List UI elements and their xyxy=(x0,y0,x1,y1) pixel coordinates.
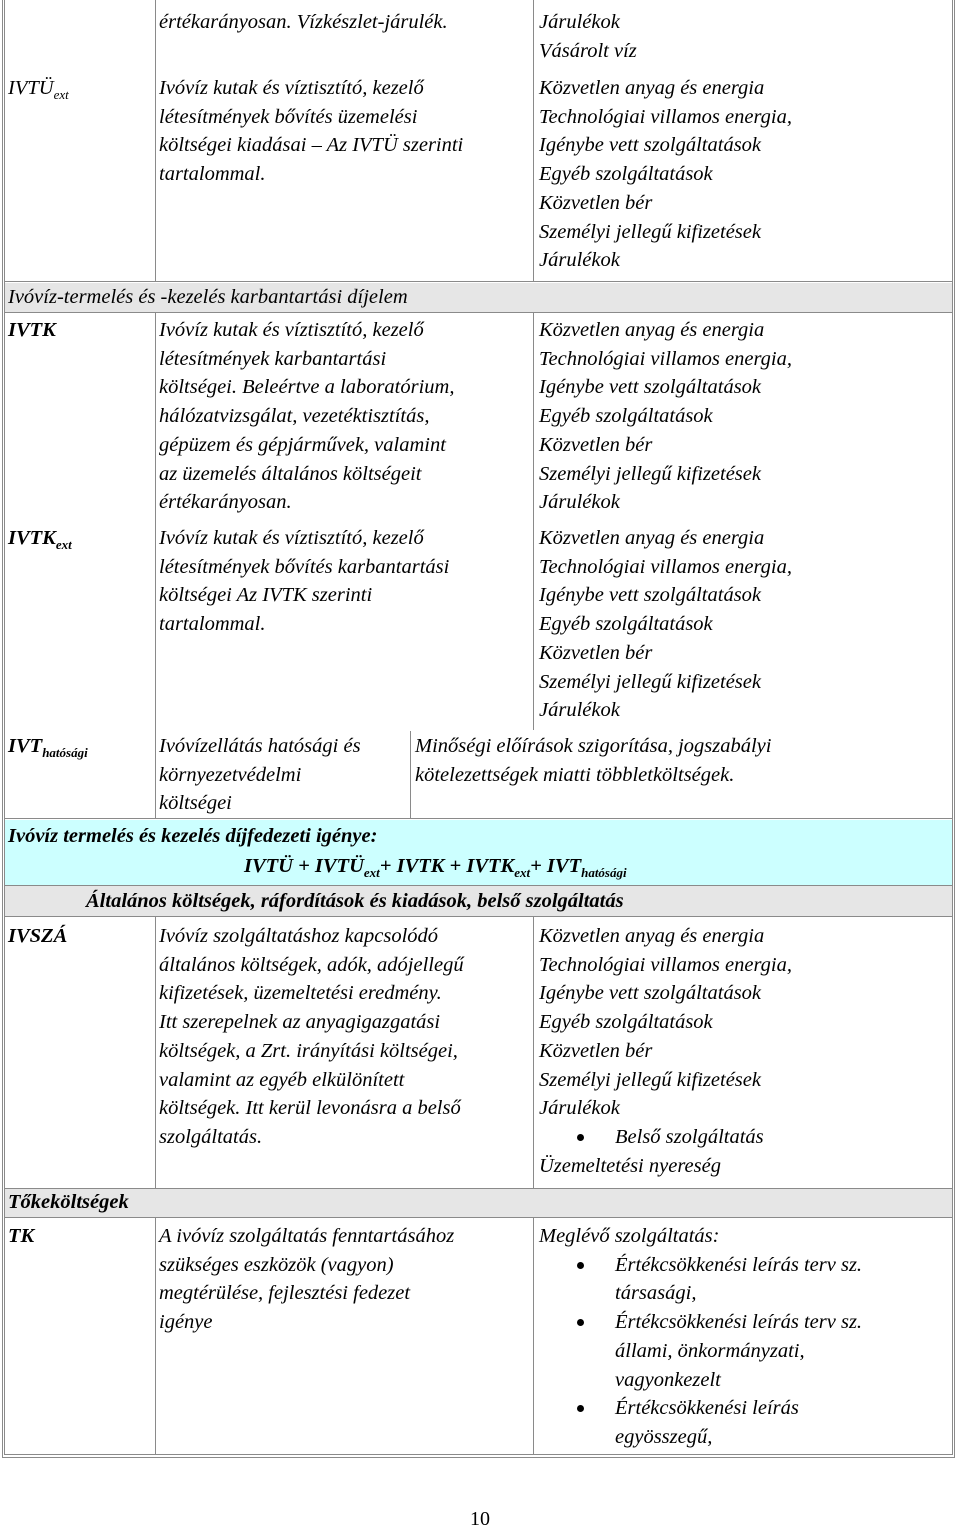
text-line: megtérülése, fejlesztési fedezet xyxy=(159,1282,411,1305)
row-code-ivt-hatosagi: $IVT_{hatósági}$ xyxy=(8,735,88,760)
list-item: Közvetlen bér xyxy=(539,433,653,456)
list-item: Egyéb szolgáltatások xyxy=(539,613,713,636)
bullet-item: Értékcsökkenési leírás terv sz. állami, önkormányzati, vagyonkezelt xyxy=(539,1308,862,1394)
ivtk-ext-items xyxy=(539,524,792,725)
text-line: hálózatvizsgálat, vezetéktisztítás, xyxy=(159,405,430,428)
bullet-icon xyxy=(577,1262,584,1269)
text-line: kifizetések, üzemeltetési eredmény. xyxy=(159,982,442,1005)
list-lead: Meglévő szolgáltatás: xyxy=(539,1225,720,1247)
col-divider xyxy=(155,0,156,281)
list-item: Vásárolt víz xyxy=(539,39,637,62)
tk-description xyxy=(159,1222,454,1337)
list-item: Járulékok xyxy=(539,249,620,272)
row-divider xyxy=(4,281,953,282)
row-divider xyxy=(4,818,953,819)
row-divider xyxy=(4,1217,953,1218)
row-code-tk: TK xyxy=(8,1225,35,1247)
text-line: általános költségek, adók, adójellegű xyxy=(159,953,464,976)
text-line: költségei. Beleértve a laboratórium, xyxy=(159,376,455,399)
page-number: 10 xyxy=(470,1508,490,1530)
text-line: tartalommal. xyxy=(159,613,266,636)
text-line: Ivóvíz kutak és víztisztító, kezelő xyxy=(159,527,424,549)
text-line: létesítmények bővítés karbantartási xyxy=(159,555,450,578)
ivsza-items xyxy=(539,922,792,1180)
text-line: Minőségi előírások szigorítása, jogszabályi xyxy=(415,735,772,757)
section-title-capital-costs: Tőkeköltségek xyxy=(8,1191,129,1213)
list-item: Személyi jellegű kifizetések xyxy=(539,1068,761,1091)
ivtu-ext-items xyxy=(539,74,792,275)
ivtk-description xyxy=(159,316,454,517)
list-item: Járulékok xyxy=(539,699,620,722)
row-divider xyxy=(4,312,953,313)
table-border-bottom xyxy=(2,1457,955,1458)
text-line: értékarányosan. xyxy=(159,491,292,514)
text-line: Ivóvíz kutak és víztisztító, kezelő xyxy=(159,77,424,99)
list-item: Személyi jellegű kifizetések xyxy=(539,670,761,693)
table-border-left-inner xyxy=(4,0,5,1455)
section-band-capital-costs xyxy=(4,1189,953,1217)
bullet-icon xyxy=(577,1405,584,1412)
row-code-ivtk-ext: $IVTK_{ext}$ xyxy=(8,527,72,552)
bullet-item: Értékcsökkenési leírás egyösszegű, xyxy=(539,1394,862,1451)
text-line: Ivóvíz kutak és víztisztító, kezelő xyxy=(159,319,424,341)
text-line: költségek, a Zrt. irányítási költségei, xyxy=(159,1039,458,1062)
text-line: Itt szerepelnek az anyagigazgatási xyxy=(159,1011,441,1034)
text-line: Ivóvíz szolgáltatáshoz kapcsolódó xyxy=(159,925,439,947)
list-item: Technológiai villamos energia, xyxy=(539,555,793,578)
list-item: Egyéb szolgáltatások xyxy=(539,405,713,428)
list-item: Igénybe vett szolgáltatások xyxy=(539,982,762,1005)
list-item: Járulékok xyxy=(539,491,620,514)
ivtk-items xyxy=(539,316,792,517)
section-title-maintenance: Ivóvíz-termelés és -kezelés karbantartási díjelem xyxy=(8,286,408,308)
list-item: Technológiai villamos energia, xyxy=(539,105,793,128)
list-item: Közvetlen bér xyxy=(539,641,653,664)
table-border-right-inner xyxy=(952,0,953,1455)
col-divider xyxy=(155,1217,156,1454)
text-line: az üzemelés általános költségeit xyxy=(159,462,422,485)
list-item: Igénybe vett szolgáltatások xyxy=(539,134,762,157)
list-item: Egyéb szolgáltatások xyxy=(539,1011,713,1034)
text-line: valamint az egyéb elkülönített xyxy=(159,1068,405,1091)
table-border-bottom-inner xyxy=(4,1454,953,1455)
row-code-ivsza: IVSZÁ xyxy=(8,925,68,947)
list-item: Technológiai villamos energia, xyxy=(539,347,793,370)
ivt-hatosagi-description xyxy=(159,732,361,818)
bullet-item: Belső szolgáltatás xyxy=(539,1123,792,1152)
table-border-right xyxy=(954,0,955,1458)
list-item: Járulékok xyxy=(539,11,620,33)
list-item: Igénybe vett szolgáltatások xyxy=(539,376,762,399)
text-line: gépüzem és gépjárművek, valamint xyxy=(159,433,446,456)
section-title-fee-coverage: Ivóvíz termelés és kezelés díjfedezeti igénye: xyxy=(8,825,378,847)
text-line: tartalommal. xyxy=(159,163,266,186)
bullet-icon xyxy=(577,1134,584,1141)
fee-formula: IVTÜ + $IVTÜ_{ext}+$ IVTK + $IVTK_{ext}+ IVT_{hatósági}$ xyxy=(244,855,627,880)
text-line: kötelezettségek miatti többletköltségek. xyxy=(415,763,735,786)
text-line: költségei xyxy=(159,792,232,815)
list-item: Személyi jellegű kifizetések xyxy=(539,220,761,243)
bullet-icon xyxy=(577,1319,584,1326)
ivtu-ext-description xyxy=(159,74,463,189)
col-divider xyxy=(410,731,411,818)
text-line: környezetvédelmi xyxy=(159,763,302,786)
section-title-general-costs: Általános költségek, ráfordítások és kiadások, belső szolgáltatás xyxy=(86,890,624,912)
list-item: Közvetlen anyag és energia xyxy=(539,319,765,341)
text-line: A ivóvíz szolgáltatás fenntartásához xyxy=(159,1225,455,1247)
table-border-left xyxy=(2,0,3,1458)
row-code-ivtu-ext: $IVTÜ_{ext}$ xyxy=(8,77,69,102)
text-line: szükséges eszközök (vagyon) xyxy=(159,1253,394,1276)
list-item: Járulékok xyxy=(539,1097,620,1120)
ivtk-ext-description xyxy=(159,524,449,639)
text-line: igénye xyxy=(159,1311,213,1334)
row-code-ivtk: IVTK xyxy=(8,319,56,341)
list-item: Közvetlen anyag és energia xyxy=(539,925,765,947)
list-item: Személyi jellegű kifizetések xyxy=(539,462,761,485)
list-item: Közvetlen bér xyxy=(539,191,653,214)
row-divider xyxy=(4,916,953,917)
col-divider xyxy=(533,0,534,281)
list-item: Közvetlen anyag és energia xyxy=(539,77,765,99)
list-item: Közvetlen anyag és energia xyxy=(539,527,765,549)
text-line: létesítmények bővítés üzemelési xyxy=(159,105,418,128)
text-line: Ivóvízellátás hatósági és xyxy=(159,735,361,757)
list-item: Közvetlen bér xyxy=(539,1039,653,1062)
col-divider xyxy=(155,916,156,1188)
text-line: létesítmények karbantartási xyxy=(159,347,387,370)
text-line: szolgáltatás. xyxy=(159,1125,263,1148)
list-item: Egyéb szolgáltatások xyxy=(539,163,713,186)
text-line: költségei kiadásai – Az IVTÜ szerinti xyxy=(159,134,464,157)
row-divider xyxy=(4,1188,953,1189)
col-divider xyxy=(533,916,534,1188)
bullet-item: Értékcsökkenési leírás terv sz. társasági, xyxy=(539,1251,862,1308)
col-divider xyxy=(533,312,534,730)
list-item: Üzemeltetési nyereség xyxy=(539,1154,721,1177)
list-item: Igénybe vett szolgáltatások xyxy=(539,584,762,607)
text-line: költségek. Itt kerül levonásra a belső xyxy=(159,1097,461,1120)
ivsza-description xyxy=(159,922,464,1152)
text-line: költségei Az IVTK szerinti xyxy=(159,584,373,607)
tk-items xyxy=(539,1222,862,1452)
row0-items xyxy=(539,8,637,65)
col-divider xyxy=(533,1217,534,1454)
row0-description: értékarányosan. Vízkészlet-járulék. xyxy=(159,11,448,33)
col-divider xyxy=(155,312,156,818)
list-item: Technológiai villamos energia, xyxy=(539,953,793,976)
ivt-hatosagi-items xyxy=(415,732,771,789)
